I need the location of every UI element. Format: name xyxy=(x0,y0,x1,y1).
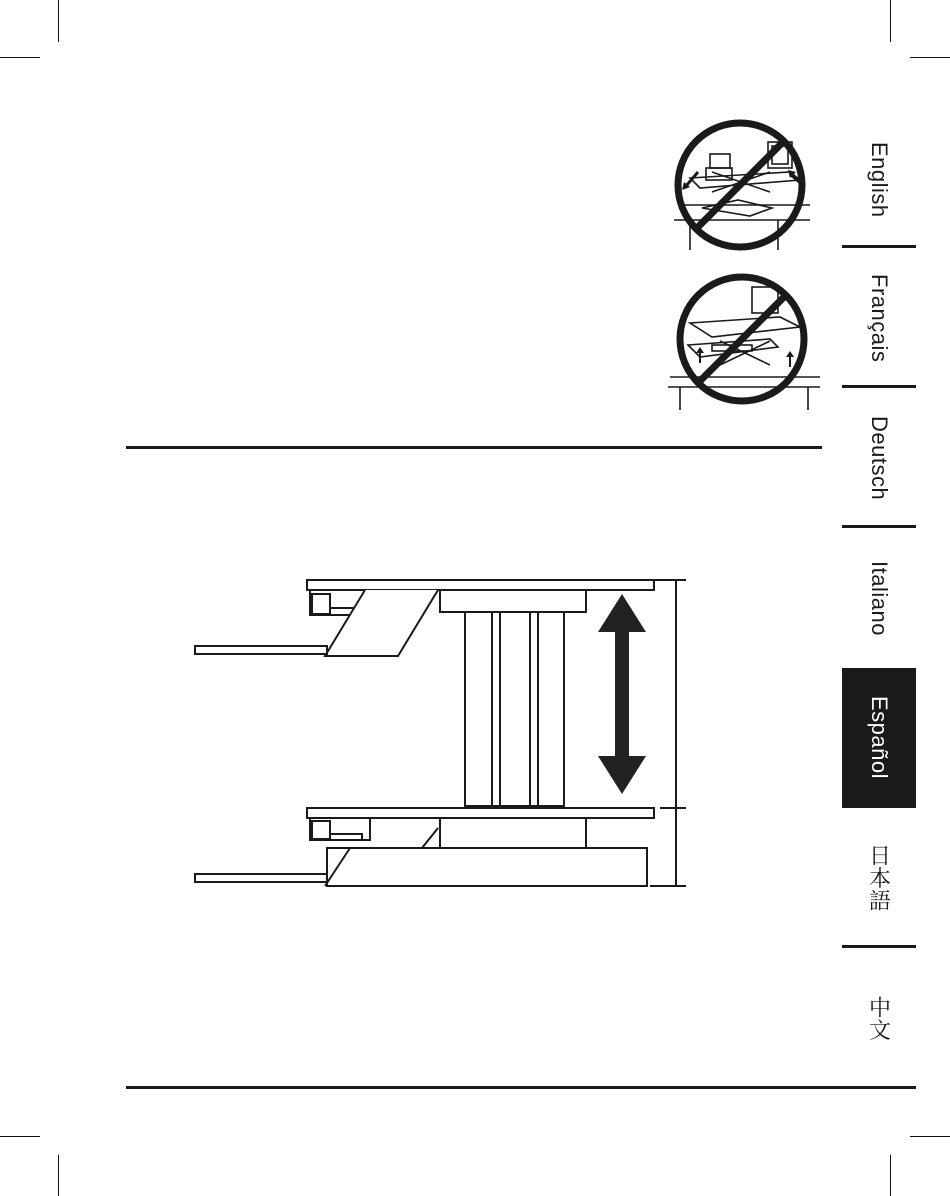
crop-mark-bottom-left-v xyxy=(58,1155,59,1196)
crop-mark-bottom-right-h xyxy=(910,1136,950,1137)
no-lifting-by-keyboard-tray-icon xyxy=(660,265,825,415)
height-adjustment-arrow xyxy=(598,594,646,794)
tab-chinese[interactable] xyxy=(842,948,916,1088)
section-divider-bottom xyxy=(126,1086,916,1089)
tab-label: Deutsch xyxy=(867,415,892,501)
section-divider-top xyxy=(126,446,822,449)
crop-mark-bottom-left-h xyxy=(0,1136,40,1137)
crop-mark-top-right-v xyxy=(890,0,891,42)
tab-label: Español xyxy=(867,696,892,780)
crop-mark-top-right-h xyxy=(910,57,950,58)
tab-label: Italiano xyxy=(867,560,892,636)
tab-francais[interactable] xyxy=(842,248,916,388)
crop-mark-top-left-v xyxy=(58,0,59,42)
crop-mark-bottom-right-v xyxy=(890,1155,891,1196)
tab-label: English xyxy=(867,142,892,218)
language-tab-bar xyxy=(842,110,916,1080)
tab-italiano[interactable] xyxy=(842,528,916,668)
tab-espanol[interactable] xyxy=(842,668,916,808)
tab-english[interactable] xyxy=(842,110,916,250)
tab-label: Français xyxy=(867,273,892,363)
crop-mark-top-left-h xyxy=(0,57,40,58)
tab-deutsch[interactable] xyxy=(842,388,916,528)
tab-label: 中文 xyxy=(866,995,892,1041)
desk-converter-height-range-diagram xyxy=(190,570,690,910)
tab-label: 日本語 xyxy=(866,844,892,912)
tab-japanese[interactable] xyxy=(842,808,916,948)
no-lifting-by-monitor-platform-icon xyxy=(660,110,820,260)
